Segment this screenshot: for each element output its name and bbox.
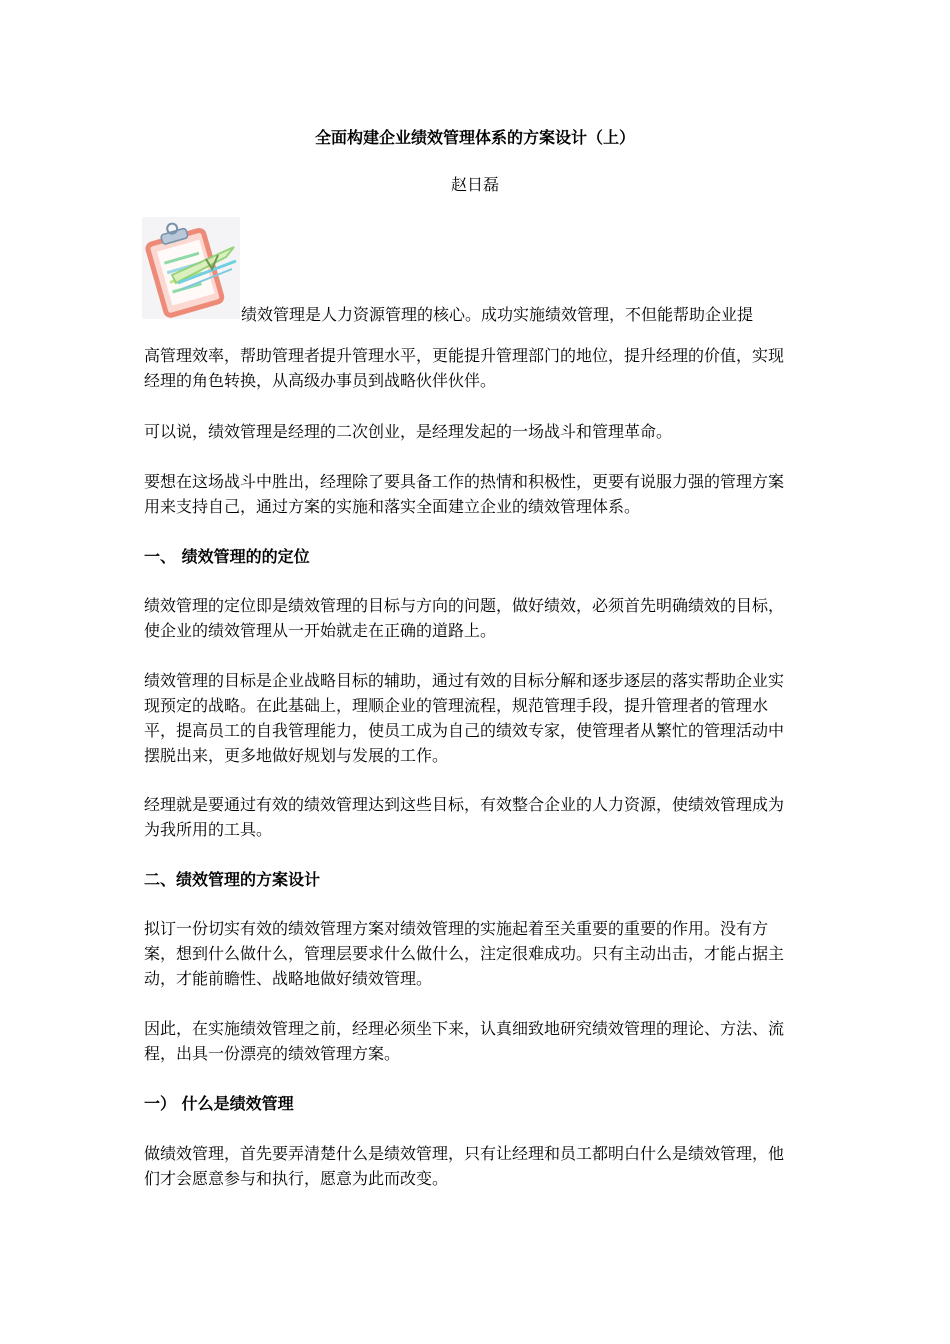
paragraph-7 [144, 916, 798, 991]
heading-text: 一、 绩效管理的的定位 [144, 547, 310, 566]
paragraph-8 [144, 1016, 798, 1066]
paragraph-3 [144, 469, 798, 519]
clipboard-icon [142, 217, 240, 319]
document-author: 赵日磊 [450, 175, 499, 194]
section-heading-1 [144, 544, 798, 569]
subsection-heading-1 [144, 1091, 798, 1116]
paragraph-text: 因此，在实施绩效管理之前，经理必须坐下来，认真细致地研究绩效管理的理论、方法、流程，出具一份漂亮的绩效管理方案。 [144, 1019, 785, 1063]
paragraph-text: 绩效管理的目标是企业战略目标的辅助，通过有效的目标分解和逐步逐层的落实帮助企业实现预定的战略。在此基础上，理顺企业的管理流程，规范管理手段，提升管理者的管理水平，提高员工的自我管理能力，使员工成为自己的绩效专家，使管理者从繁忙的管理活动中摆脱出来，更多地做好规划与发展的工作。 [144, 671, 785, 765]
heading-text: 二、绩效管理的方案设计 [144, 870, 321, 889]
paragraph-9 [144, 1141, 798, 1191]
paragraph-6 [144, 792, 798, 842]
paragraph-1 [144, 343, 798, 393]
paragraph-text: 拟订一份切实有效的绩效管理方案对绩效管理的实施起着至关重要的重要的作用。没有方案，想到什么做什么，管理层要求什么做什么，注定很难成功。只有主动出击，才能占据主动，才能前瞻性、战略地做好绩效管理。 [144, 919, 785, 988]
paragraph-text: 高管理效率，帮助管理者提升管理水平，更能提升管理部门的地位，提升经理的价值，实现经理的角色转换，从高级办事员到战略伙伴伙伴。 [144, 346, 785, 390]
paragraph-text: 要想在这场战斗中胜出，经理除了要具备工作的热情和积极性，更要有说服力强的管理方案用来支持自己，通过方案的实施和落实全面建立企业的绩效管理体系。 [144, 472, 785, 516]
intro-first-line: 绩效管理是人力资源管理的核心。成功实施绩效管理，不但能帮助企业提 [241, 305, 754, 324]
paragraph-text: 经理就是要通过有效的绩效管理达到这些目标，有效整合企业的人力资源，使绩效管理成为为我所用的工具。 [144, 795, 785, 839]
paragraph-text: 可以说，绩效管理是经理的二次创业，是经理发起的一场战斗和管理革命。 [144, 422, 673, 441]
heading-text: 一） 什么是绩效管理 [144, 1094, 294, 1113]
document-title: 全面构建企业绩效管理体系的方案设计（上） [314, 128, 635, 147]
paragraph-4 [144, 593, 798, 643]
paragraph-text: 绩效管理的定位即是绩效管理的目标与方向的问题，做好绩效，必须首先明确绩效的目标，使企业的绩效管理从一开始就走在正确的道路上。 [144, 596, 785, 640]
paragraph-5 [144, 668, 798, 768]
paragraph-text: 做绩效管理，首先要弄清楚什么是绩效管理，只有让经理和员工都明白什么是绩效管理，他们才会愿意参与和执行，愿意为此而改变。 [144, 1144, 785, 1188]
section-heading-2 [144, 867, 798, 892]
paragraph-2 [144, 419, 798, 444]
